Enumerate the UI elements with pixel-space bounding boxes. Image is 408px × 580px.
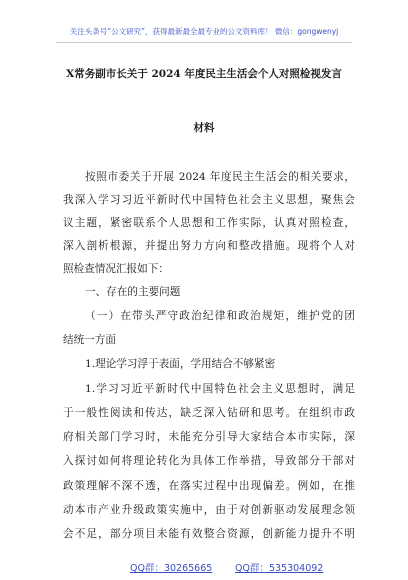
header-notice: 关注头条号“公文研究”，获得最新最全最专业的公文资料库！ 微信：gongwenyj [69,27,339,36]
body-line: 入探讨如何将理论转化为具体工作举措，导致部分干部对 [63,455,355,467]
section-heading: 一、存在的主要问题 [85,286,181,298]
item-heading: 1.理论学习浮于表面，学用结合不够紧密 [85,358,276,370]
body-line: 我深入学习习近平新时代中国特色社会主义思想，聚焦会 [63,194,355,206]
header-divider [56,42,352,43]
body-line: 照检查情况汇报如下： [63,263,169,275]
body-line: 议主题，紧密联系个人思想和工作实际，认真对照检查， [63,217,355,229]
document-title: X常务副市长关于 2024 年度民主生活会个人对照检视发言 [66,68,342,80]
body-line: 动本市产业升级政策实施中，由于对创新驱动发展理念领 [63,504,355,516]
subsection-heading: （一）在带头严守政治纪律和政治规矩，维护党的团 [85,310,355,322]
body-line: 于一般性阅读和传达，缺乏深入钻研和思考。在组织市政 [63,407,355,419]
footer-qq-group-1[interactable]: QQ群：30265665 [130,563,213,574]
body-line: 按照市委关于开展 2024 年度民主生活会的相关要求， [85,171,355,183]
body-line: 1.学习习近平新时代中国特色社会主义思想时，满足 [85,383,355,395]
footer-qq-group-2[interactable]: QQ群：535304092 [235,563,324,574]
subsection-heading-continued: 结统一方面 [63,334,116,346]
document-title-continued: 材料 [193,122,215,134]
body-line: 深入剖析根源，并提出努力方向和整改措施。现将个人对 [63,240,355,252]
body-line: 会不足，部分项目未能有效整合资源，创新能力提升不明 [63,528,355,540]
body-line: 政策理解不深不透，在落实过程中出现偏差。例如，在推 [63,480,355,492]
body-line: 府相关部门学习时，未能充分引导大家结合本市实际，深 [63,431,355,443]
